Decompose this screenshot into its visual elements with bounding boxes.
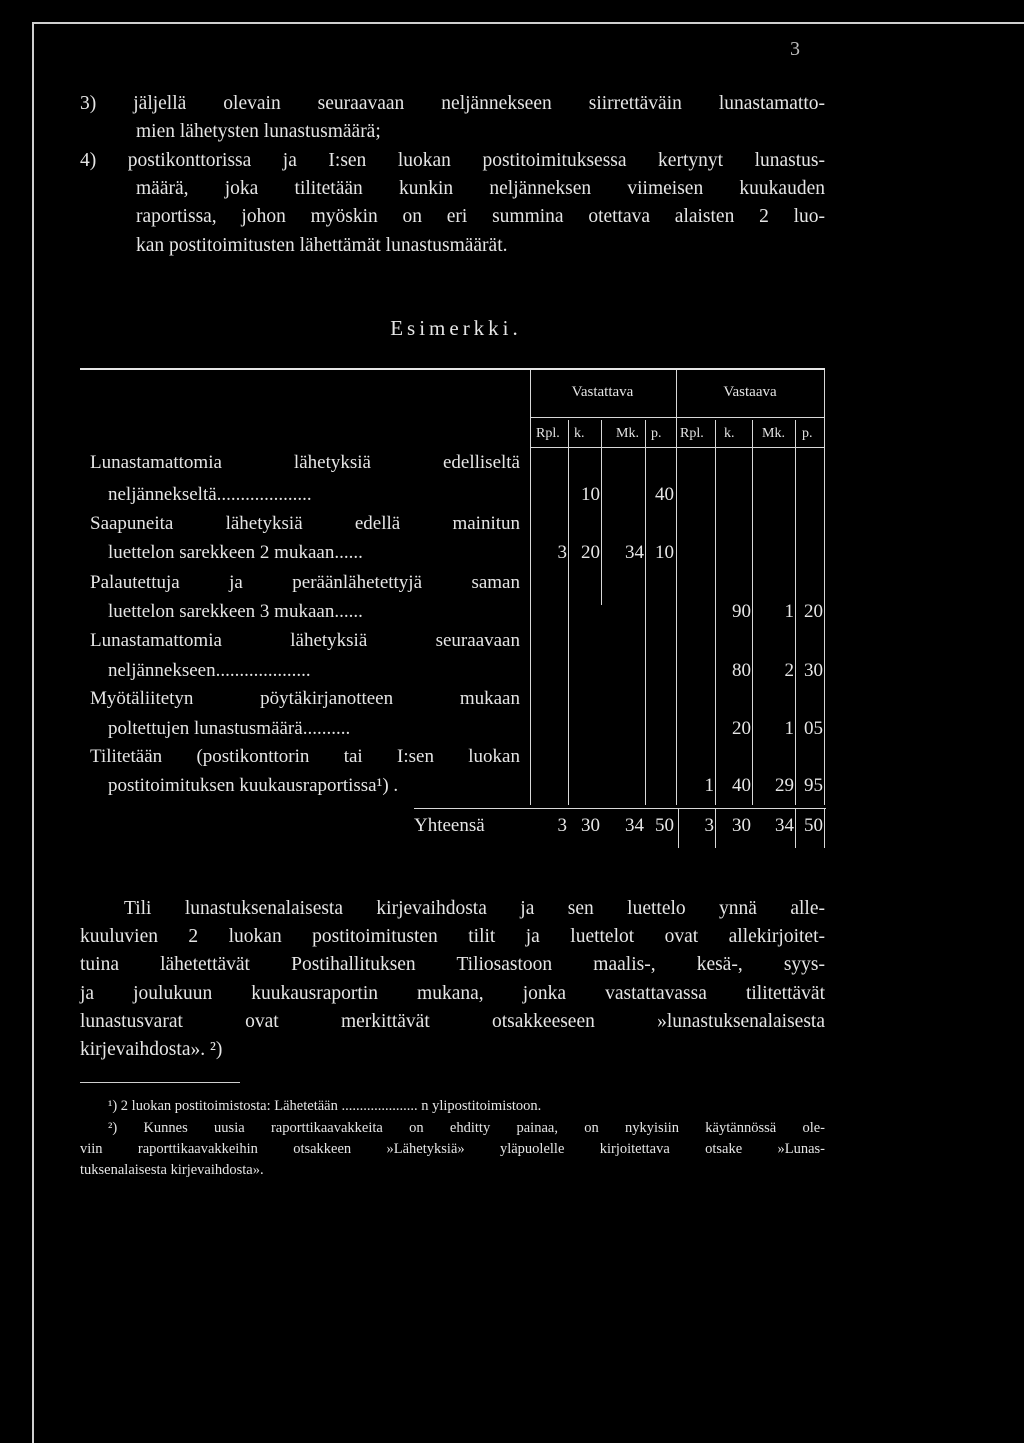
row-label: luettelon sarekkeen 2 mukaan...... [108, 542, 363, 563]
text-line: 4) postikonttorissa ja I:sen luokan postitoimituksessa kertynyt lunastus- [80, 150, 825, 171]
subheader-mk: Mk. [616, 426, 639, 441]
table-cell-vastattava-p: 10 [655, 542, 674, 563]
text-line: tuina lähetettävät Postihallituksen Tiliosastoon maalis-, kesä-, syys- [80, 954, 825, 976]
footnote-line: ²) Kunnes uusia raporttikaavakkeita on ehditty painaa, on nykyisiin käytännössä ole- [108, 1120, 825, 1136]
table-cell-vastattava-rpl: 3 [557, 542, 567, 563]
footnote-2 [80, 1118, 825, 1181]
table-cell-vastaava-k: 80 [732, 660, 751, 681]
table-cell-vastaava-p: 20 [804, 601, 823, 622]
row-label: Lunastamattomia lähetyksiä edelliseltä [90, 452, 520, 473]
subheader-rpl: Rpl. [680, 426, 704, 441]
subheader-rpl: Rpl. [536, 426, 560, 441]
column-divider [568, 420, 569, 805]
column-divider [645, 420, 646, 805]
page-number: 3 [790, 38, 800, 60]
list-item-3 [80, 90, 825, 146]
footnote-1 [80, 1096, 825, 1117]
group-header-vastaava: Vastaava [723, 384, 777, 400]
total-cell-vastaava-p: 50 [804, 815, 823, 836]
subheader-mk: Mk. [762, 426, 785, 441]
table-cell-vastaava-mk: 1 [784, 718, 794, 739]
row-label: Palautettuja ja peräänlähetettyjä saman [90, 572, 520, 593]
table-cell-vastattava-k: 10 [581, 484, 600, 505]
total-cell-vastattava-rpl: 3 [557, 815, 567, 836]
table-cell-vastaava-k: 40 [732, 775, 751, 796]
table-cell-vastaava-p: 30 [804, 660, 823, 681]
total-column-divider [824, 808, 825, 848]
table-cell-vastattava-p: 40 [655, 484, 674, 505]
table-cell-vastaava-rpl: 1 [704, 775, 714, 796]
column-divider [676, 370, 677, 805]
text-line: Tili lunastuksenalaisesta kirjevaihdosta ja sen luettelo ynnä alle- [124, 898, 825, 919]
text-line: lunastusvarat ovat merkittävät otsakkeeseen »lunastuksenalaisesta [80, 1010, 825, 1032]
table-cell-vastaava-mk: 2 [784, 660, 794, 681]
row-label: postitoimituksen kuukausraportissa¹) . [108, 775, 399, 796]
header-divider [530, 417, 825, 418]
table-cell-vastattava-mk: 34 [625, 542, 644, 563]
footnote-rule [80, 1082, 240, 1083]
body-paragraph [80, 895, 825, 1064]
total-cell-vastattava-p: 50 [655, 815, 674, 836]
subheader-k: k. [574, 426, 585, 441]
footnote-line: viin raporttikaavakkeihin otsakkeen »Lähetyksiä» yläpuolelle kirjoitettava otsake »Lunas- [80, 1141, 825, 1157]
table-cell-vastaava-p: 95 [804, 775, 823, 796]
text-line: kan postitoimitusten lähettämät lunastusmäärät. [136, 234, 508, 256]
table-cell-vastattava-k: 20 [581, 542, 600, 563]
text-line: mien lähetysten lunastusmäärä; [136, 121, 381, 143]
total-label: Yhteensä [414, 815, 485, 836]
list-item-4 [80, 147, 825, 260]
row-label: poltettujen lunastusmäärä.......... [108, 718, 351, 739]
text-line: ja joulukuun kuukausraportin mukana, jonka vastattavassa tilitettävät [80, 982, 825, 1004]
table-cell-vastaava-k: 20 [732, 718, 751, 739]
text-line: määrä, joka tilitetään kunkin neljänneksen viimeisen kuukauden [136, 178, 825, 200]
group-header-vastattava: Vastattava [571, 384, 634, 400]
footnote-line: tuksenalaisesta kirjevaihdosta». [80, 1162, 264, 1178]
total-rule [414, 808, 826, 809]
text-line: kirjevaihdosta». ²) [80, 1039, 223, 1061]
row-label: Lunastamattomia lähetyksiä seuraavaan [90, 630, 520, 651]
row-label: Saapuneita lähetyksiä edellä mainitun [90, 513, 520, 534]
table-cell-vastaava-p: 05 [804, 718, 823, 739]
table-top-rule [80, 368, 825, 370]
total-cell-vastaava-rpl: 3 [704, 815, 714, 836]
total-cell-vastattava-mk: 34 [625, 815, 644, 836]
text-line: kuuluvien 2 luokan postitoimitusten tilit ja luettelot ovat allekirjoitet- [80, 926, 825, 948]
text-line: 3) jäljellä olevain seuraavaan neljännekseen siirrettäväin lunastamatto- [80, 93, 825, 114]
total-cell-vastattava-k: 30 [581, 815, 600, 836]
row-label: neljännekseen.................... [108, 660, 311, 681]
text-line: raportissa, johon myöskin on eri summina otettava alaisten 2 luo- [136, 206, 825, 228]
subheader-p: p. [651, 426, 662, 441]
column-divider [601, 420, 602, 605]
table-cell-vastaava-mk: 29 [775, 775, 794, 796]
row-label: Myötäliitetyn pöytäkirjanotteen mukaan [90, 688, 520, 709]
row-label: luettelon sarekkeen 3 mukaan...... [108, 601, 363, 622]
footnote-line: ¹) 2 luokan postitoimistosta: Lähetetään ..................... n ylipostitoimistoon. [108, 1098, 542, 1114]
example-heading: Esimerkki. [390, 316, 522, 340]
table-cell-vastaava-k: 90 [732, 601, 751, 622]
subheader-k: k. [724, 426, 735, 441]
table-cell-vastaava-mk: 1 [784, 601, 794, 622]
total-cell-vastaava-mk: 34 [775, 815, 794, 836]
header-divider [530, 447, 825, 448]
column-divider [824, 370, 825, 805]
subheader-p: p. [802, 426, 813, 441]
row-label: Tilitetään (postikonttorin tai I:sen luokan [90, 746, 520, 767]
total-cell-vastaava-k: 30 [732, 815, 751, 836]
row-label: neljännekseltä.................... [108, 484, 312, 505]
